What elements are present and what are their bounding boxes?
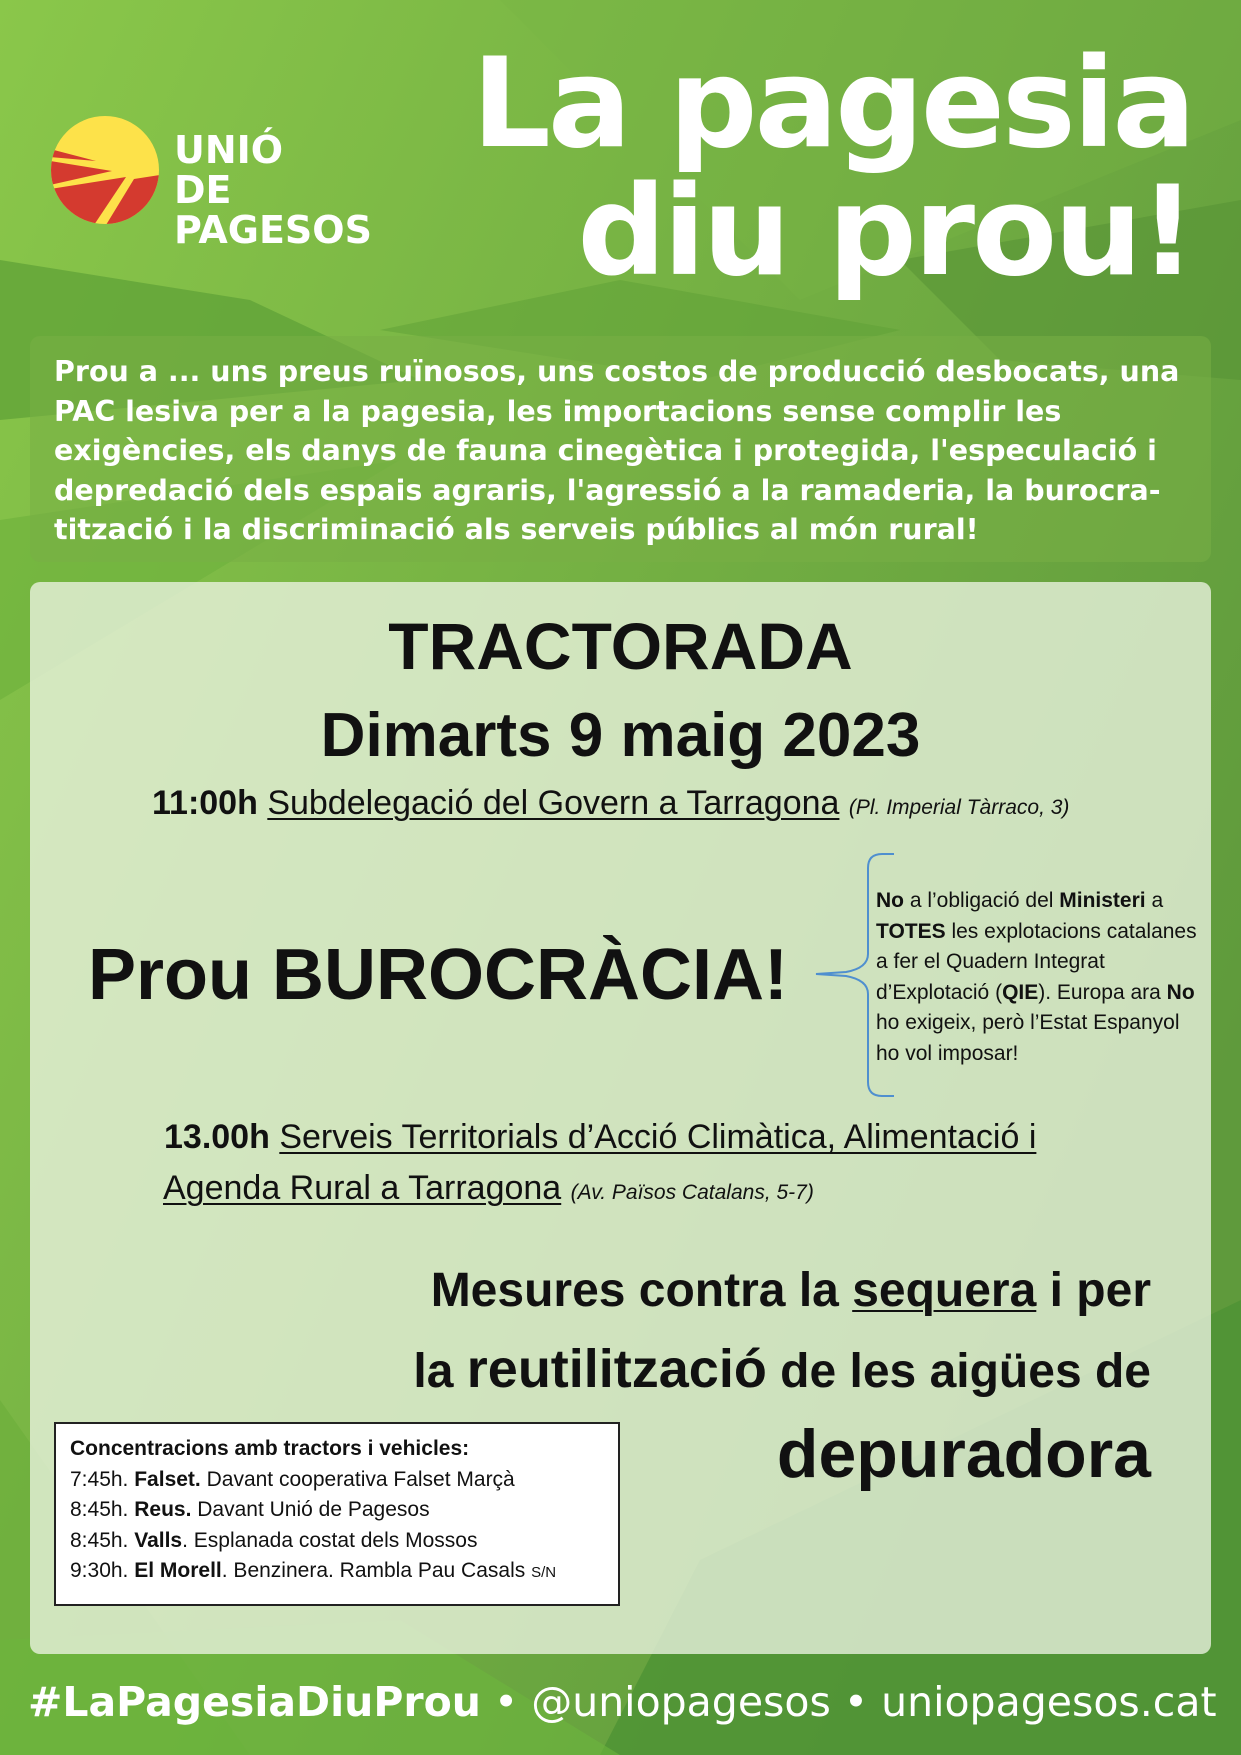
item-time: 7:45h. bbox=[70, 1467, 135, 1491]
footer bbox=[28, 1678, 1217, 1726]
item-time: 9:30h. bbox=[70, 1559, 135, 1582]
logo-line-1: UNIÓ bbox=[174, 128, 284, 172]
note-part-2: a l’obligació del bbox=[904, 889, 1060, 912]
note-part-8: ). Europa ara bbox=[1038, 980, 1167, 1004]
title-line-2: diu prou! bbox=[577, 160, 1193, 304]
concentrations-box bbox=[54, 1422, 620, 1606]
measures-part-3: i per bbox=[1036, 1264, 1151, 1317]
stop-1-time: 11:00h bbox=[152, 784, 258, 822]
intro-text: uns preus ruïnosos, uns costos de producció desbocats, una PAC lesiva per a la pagesia, les importacions sense complir les exigències, els danys de fauna cinegètica i protegida, l'especulació i depredació dels espais agraris, l'agressió a la ramaderia, la burocra-tització i la discriminació als serveis públics al món rural! bbox=[54, 355, 1180, 546]
logo-sun-icon bbox=[50, 115, 160, 225]
measures-reutilitzacio: reutilització bbox=[466, 1339, 767, 1399]
note-ministeri: Ministeri bbox=[1059, 889, 1146, 912]
stop-2 bbox=[164, 1112, 1164, 1218]
event-name: TRACTORADA bbox=[388, 609, 853, 683]
stop-1-place[interactable]: Subdelegació del Govern a Tarragona bbox=[267, 784, 840, 822]
page-title bbox=[471, 32, 1193, 304]
burocracia-note bbox=[876, 886, 1206, 1069]
slogan: Prou BUROCRÀCIA! bbox=[88, 935, 788, 1015]
title-line-1: La pagesia bbox=[471, 32, 1193, 176]
note-no-2: No bbox=[1166, 980, 1195, 1004]
item-time: 8:45h. bbox=[70, 1528, 135, 1552]
list-item bbox=[70, 1526, 618, 1557]
item-detail: . Benzinera. Rambla Pau Casals bbox=[221, 1559, 532, 1582]
measures-depuradora: depuradora bbox=[776, 1416, 1151, 1492]
logo-wordmark bbox=[174, 130, 442, 250]
measures-part-1: Mesures contra la bbox=[430, 1264, 853, 1317]
footer-separator: • bbox=[480, 1678, 532, 1726]
unio-de-pagesos-logo[interactable] bbox=[50, 112, 442, 252]
stop-2-place-line-2[interactable]: Agenda Rural a Tarragona bbox=[163, 1169, 562, 1207]
logo-line-2: DE PAGESOS bbox=[174, 168, 372, 252]
event-panel bbox=[30, 582, 1211, 1654]
item-detail: Davant Unió de Pagesos bbox=[191, 1498, 430, 1521]
note-part-10: ho exigeix, però l’Estat Espanyol ho vol imposar! bbox=[876, 1011, 1180, 1065]
note-part-4: a bbox=[1145, 889, 1164, 912]
concentrations-heading: Concentracions amb tractors i vehicles: bbox=[70, 1437, 470, 1460]
measures-part-6: de les aigües de bbox=[766, 1345, 1151, 1398]
event-date: Dimarts 9 maig 2023 bbox=[320, 701, 921, 770]
list-item bbox=[70, 1556, 618, 1589]
note-totes: TOTES bbox=[876, 919, 946, 943]
stop-2-time: 13.00h bbox=[164, 1118, 270, 1156]
note-no-1: No bbox=[876, 889, 904, 912]
list-item bbox=[70, 1495, 618, 1526]
measures-sequera: sequera bbox=[852, 1264, 1037, 1317]
item-town: El Morell bbox=[134, 1559, 222, 1582]
item-detail: . Esplanada costat dels Mossos bbox=[182, 1528, 478, 1552]
note-qie: QIE bbox=[1002, 980, 1039, 1004]
stop-2-address: (Av. Països Catalans, 5-7) bbox=[570, 1181, 814, 1204]
item-town: Falset. bbox=[134, 1467, 201, 1491]
stop-1 bbox=[152, 784, 1069, 823]
item-time: 8:45h. bbox=[70, 1498, 135, 1521]
stop-1-address: (Pl. Imperial Tàrraco, 3) bbox=[848, 796, 1070, 819]
footer-hashtag[interactable]: #LaPagesiaDiuProu bbox=[28, 1678, 481, 1726]
item-detail: Davant cooperativa Falset Marçà bbox=[200, 1467, 515, 1491]
footer-separator: • bbox=[830, 1678, 882, 1726]
list-item bbox=[70, 1465, 618, 1496]
item-suffix: S/N bbox=[531, 1564, 557, 1581]
stop-2-place-line-1[interactable]: Serveis Territorials d’Acció Climàtica, Alimentació i bbox=[279, 1118, 1037, 1156]
measures-part-4: la bbox=[413, 1345, 467, 1398]
item-town: Valls bbox=[134, 1528, 183, 1552]
intro-lead: Prou a ... bbox=[54, 355, 201, 388]
footer-handle[interactable]: @uniopagesos bbox=[531, 1678, 831, 1726]
intro-box bbox=[30, 336, 1211, 562]
footer-website[interactable]: uniopagesos.cat bbox=[881, 1678, 1217, 1726]
note-part-6: les explotacions catalanes a fer el Quadern Integrat d’Explotació ( bbox=[876, 919, 1197, 1004]
item-town: Reus. bbox=[134, 1498, 192, 1521]
